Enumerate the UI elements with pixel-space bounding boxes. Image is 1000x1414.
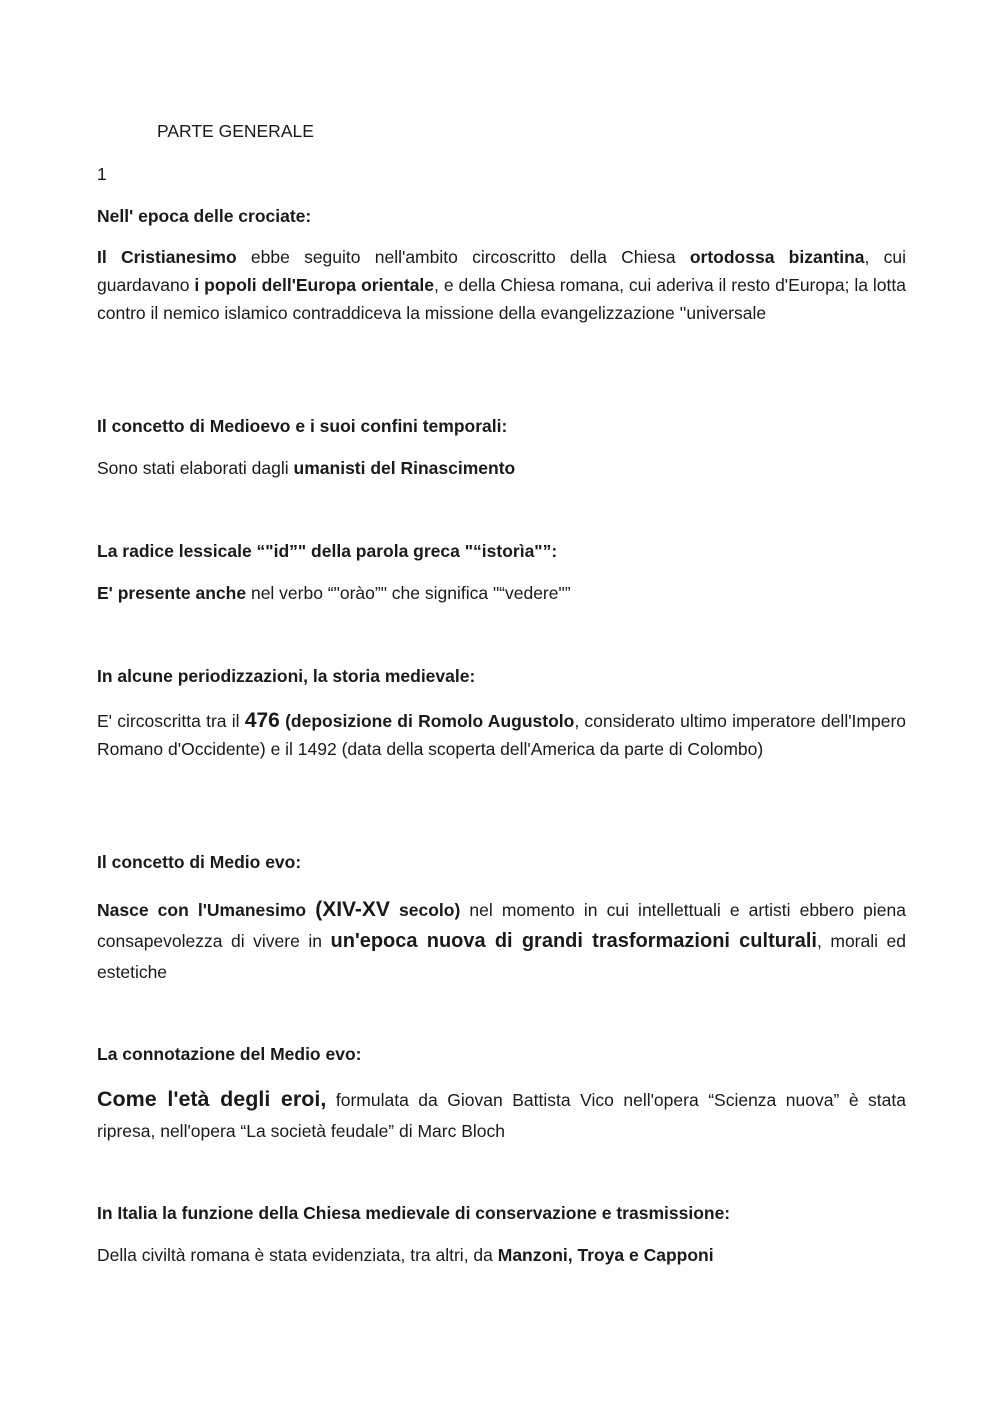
question-heading: In Italia la funzione della Chiesa medievale di conservazione e trasmissione: (97, 1203, 731, 1223)
answer-paragraph: Sono stati elaborati dagli umanisti del Rinascimento (97, 458, 516, 478)
section-title: PARTE GENERALE (157, 121, 314, 141)
answer-paragraph: Come l'età degli eroi, formulata da Giovan Battista Vico nell'opera “Scienza nuova” è stata ripresa, nell'opera “La società feudale” di Marc Bloch (97, 1087, 906, 1141)
page-number: 1 (97, 164, 107, 184)
question-heading: Il concetto di Medio evo: (97, 852, 302, 872)
answer-paragraph: E' circoscritta tra il 476 (deposizione di Romolo Augustolo, considerato ultimo imperatore dell'Impero Romano d'Occidente) e il 1492 (data della scoperta dell'America da parte di Colombo) (97, 709, 907, 759)
question-heading: Nell' epoca delle crociate: (97, 206, 312, 226)
answer-paragraph: E' presente anche nel verbo “"orào”" che significa "“vedere"” (97, 583, 571, 603)
answer-paragraph: Il Cristianesimo ebbe seguito nell'ambito circoscritto della Chiesa ortodossa bizantina, cui guardavano i popoli dell'Europa orientale, e della Chiesa romana, cui aderiva il resto d'Europa; la lotta contro il nemico islamico contraddiceva la missione della evangelizzazione ''universale (97, 247, 906, 323)
question-heading: Il concetto di Medioevo e i suoi confini temporali: (97, 416, 508, 436)
question-heading: La radice lessicale “"id”" della parola greca "“istorìa"”: (97, 541, 558, 561)
question-heading: La connotazione del Medio evo: (97, 1044, 362, 1064)
question-heading: In alcune periodizzazioni, la storia medievale: (97, 666, 476, 686)
answer-paragraph: Della civiltà romana è stata evidenziata, tra altri, da Manzoni, Troya e Capponi (97, 1245, 714, 1265)
answer-paragraph: Nasce con l'Umanesimo (XIV-XV secolo) nel momento in cui intellettuali e artisti ebbero piena consapevolezza di vivere in un'epoca nuova di grandi trasformazioni culturali, morali ed estetiche (97, 898, 907, 982)
